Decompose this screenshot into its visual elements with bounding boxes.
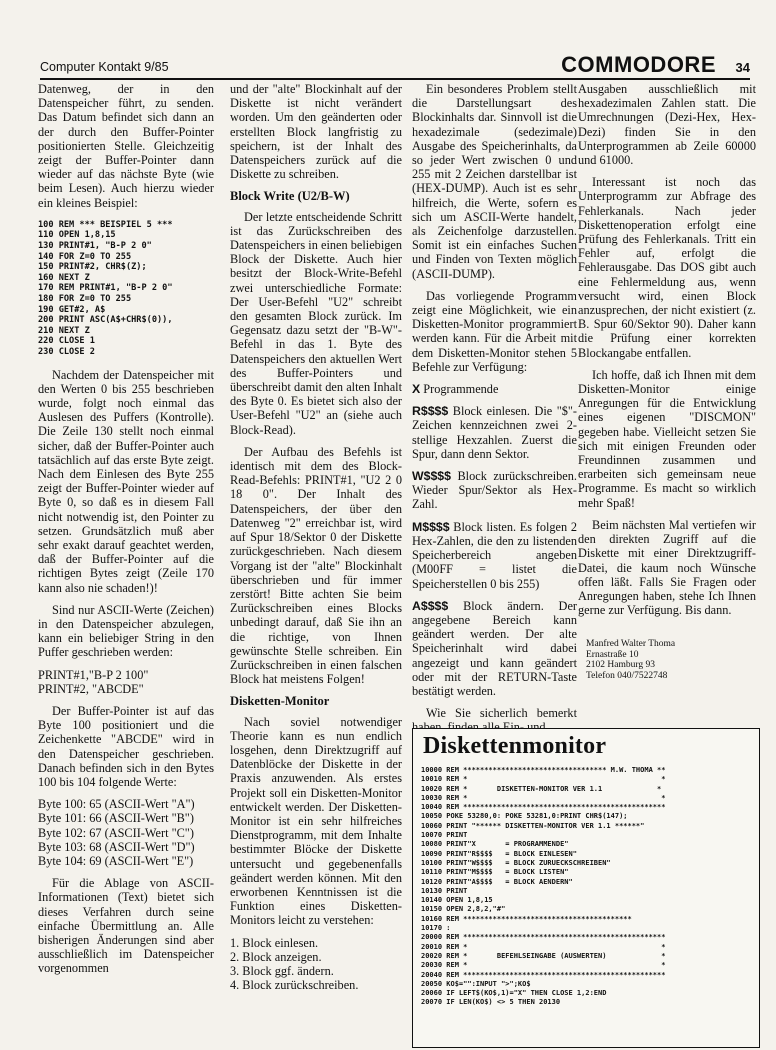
paragraph: Sind nur ASCII-Werte (Zeichen) in den Datenspeicher abzulegen, kann ein beliebiger String in den Puffer geschrieben werden: <box>38 602 214 660</box>
list-item: 4. Block zurückschreiben. <box>230 978 359 993</box>
command-key: X <box>412 382 421 397</box>
column-1 <box>38 82 214 984</box>
paragraph: Der Aufbau des Befehls ist identisch mit dem des Block-Read-Befehls: PRINT#1, "U2 2 0 18 0". Der Inhalt des Datenspeichers, der über den Datenweg "2" erreichbar ist, wird auf Spur 18/Sektor 0 der Diskette zurückgeschrieben. Nach diesem Vorgang ist der "alte" Blockinhalt überschrieben und für immer zerstört! Bitte achten Sie beim Zurückschreiben eines Blocks unbedingt darauf, daß Sie ihn an die richtige, von Ihnen gewünschte Stelle schreiben. Ein Zurückschreiben in einen falschen Block hat meistens Folgen! <box>230 444 402 687</box>
paragraph: Nachdem der Datenspeicher mit den Werten 0 bis 255 beschrieben wurde, folgt noch einmal das Auslesen des Puffers (Kontrolle). Die Zeile 130 stellt noch einmal sicher, daß der Buffer-Pointer auch tatsächlich auf das erste Byte zeigt. Nach dem Einlesen des Byte 255 zeigt der Buffer-Pointer wieder auf Byte 0, so daß es in diesem Fall nicht notwendig ist, den Pointer zu setzen. Grundsätzlich muß aber sehr exakt darauf geachtet werden, daß der Buffer-Pointer auf die richtigen Bytes zeigt (Zeile 170 kann also nie schaden!)! <box>38 367 214 595</box>
section-heading: Block Write (U2/B-W) <box>230 189 350 204</box>
page-header <box>40 52 750 80</box>
page-number: 34 <box>735 60 750 75</box>
command-entry <box>412 520 577 591</box>
command-key: M$$$$ <box>412 519 450 534</box>
magazine-issue: Computer Kontakt 9/85 <box>40 60 169 74</box>
paragraph: Ausgaben ausschließlich mit hexadezimalen Zahlen statt. Die Umrechnungen (Dezi-Hex, Hex-Dezi) finden Sie in den Unterprogrammen ab Zeile 60000 und 61000. <box>578 82 756 168</box>
code-example-5: 100 REM *** BEISPIEL 5 *** 110 OPEN 1,8,15 130 PRINT#1, "B-P 2 0" 140 FOR Z=0 TO 255 150 PRINT#2, CHR$(Z); 160 NEXT Z 170 REM PRINT#1, "B-P 2 0" 180 FOR Z=0 TO 255 190 GET#2, A$ 200 PRINT ASC(A$+CHR$(0)), 210 NEXT Z 220 CLOSE 1 230 CLOSE 2 <box>38 219 173 357</box>
author-street: Ernastraße 10 <box>586 649 639 660</box>
byte-list <box>38 797 214 868</box>
command-key: W$$$$ <box>412 469 451 484</box>
list-item: 3. Block ggf. ändern. <box>230 963 334 978</box>
program-listing: 10000 REM ********************************** M.W. THOMA ** 10010 REM * * 10020 REM * DISKETTEN-MONITOR VER 1.1 * 10030 REM * * 10040 REM ************************************************ 10050 POKE 53280,0: POKE 53281,0:PRINT CHR$(147); 10060 PRINT "****** DISKETTEN-MONITOR VER 1.1 ******" 10070 PRINT 10080 PRINT"X = PROGRAMMENDE" 10090 PRINT"R$$$$ = BLOCK EINLESEN" 10100 PRINT"W$$$$ = BLOCK ZURUECKSCHREIBEN" 10110 PRINT"M$$$$ = BLOCK LISTEN" 10120 PRINT"A$$$$ = BLOCK AENDERN" 10130 PRINT 10140 OPEN 1,8,15 10150 OPEN 2,8,2,"#" 10160 REM **************************************** 10170 : 20000 REM ************************************************ 20010 REM * * 20020 REM * BEFEHLSEINGABE (AUSWERTEN) * 20030 REM * * 20040 REM ************************************************ 20050 KO$="":INPUT ">";KO$ 20060 IF LEFT$(KO$,1)="X" THEN CLOSE 1,2:END 20070 IF LEN(KO$) <> 5 THEN 20130 <box>421 766 666 1007</box>
paragraph: Interessant ist noch das Unterprogramm zur Abfrage des Fehlerkanals. Nach jeder Diskettenoperation erfolgt eine Prüfung des Fehlerkanals. Tritt ein Fehler auf, erfolgt die Fehlerausgabe. Das DOS gibt auch eine Fehlermeldung aus, wenn versucht wird, einen Block anzusprechen, der nicht existiert (z. B. Spur 60/Sektor 90). Daher kann die Prüfung einer korrekten Blockangabe entfallen. <box>578 175 756 360</box>
author-city: 2102 Hamburg 93 <box>586 660 655 671</box>
listing-title: Diskettenmonitor <box>423 733 607 759</box>
command-entry <box>412 599 577 698</box>
section-title: COMMODORE <box>561 52 716 77</box>
author-address <box>578 639 756 681</box>
paragraph: Datenweg, der in den Datenspeicher führt, zu senden. Das Datum befindet sich dann an der durch den Buffer-Pointer positionierten Stelle. Gleichzeitig zeigt der Buffer-Pointer dann wieder auf das nächste Byte (wie beim Lesen). Auch hierzu wieder ein kleines Beispiel: <box>38 82 214 210</box>
command-description: Block ändern. Der angegebene Bereich kann geändert werden. Der alte Speicherinhalt wird dabei angezeigt und kann geändert oder mit der RETURN-Taste bestätigt werden. <box>412 598 577 698</box>
paragraph: Ein besonderes Problem stellt die Darstellungsart des Blockinhalts dar. Sinnvoll ist die hexadezimale (sedezimale) Ausgabe des Speicherinhalts, da so jeder Wert zwischen 0 und 255 mit 2 Zeichen darstellbar ist (HEX-DUMP). Auch ist es sehr hilfreich, die Werte, sofern es sich um ASCII-Werte handelt, als Zeichenfolge darzustellen. Somit ist ein einfaches Suchen und Finden von Texten möglich (ASCII-DUMP). <box>412 82 577 281</box>
print-example-line: PRINT#1,"B-P 2 100" <box>38 667 149 682</box>
column-3 <box>412 82 577 743</box>
paragraph: Das vorliegende Programm zeigt eine Möglichkeit, wie ein Disketten-Monitor programmiert werden kann. Für die Arbeit mit dem Disketten-Monitor stehen 5 Befehle zur Verfügung: <box>412 288 577 374</box>
paragraph: Der Buffer-Pointer ist auf das Byte 100 positioniert und die Zeichenkette "ABCDE" wird in den Datenspeicher geschrieben. Danach befinden sich in den Bytes 100 bis 104 folgende Werte: <box>38 704 214 790</box>
command-description: Programmende <box>423 382 499 397</box>
author-name: Manfred Walter Thoma <box>586 639 676 650</box>
paragraph: Der letzte entscheidende Schritt ist das Zurückschreiben des Datenspeichers in einen beliebigen Block der Diskette. Auch hier besitzt der Block-Write-Befehl zwei unterschiedliche Formate: Der User-Befehl "U2" schreibt den gesamten Block zurück. Im Gegensatz dazu setzt der "B-W"-Befehl in das 1. Byte des Datenspeichers den aktuellen Wert des Buffer-Pointers und überschreibt damit den alten Inhalt des Byte 0. Es bietet sich also der User-Befehl "U2" an (siehe auch Block-Read). <box>230 209 402 437</box>
byte-value-line: Byte 104: 69 (ASCII-Wert "E") <box>38 854 194 869</box>
byte-value-line: Byte 101: 66 (ASCII-Wert "B") <box>38 811 194 826</box>
column-2 <box>230 82 402 992</box>
command-entry <box>412 469 577 512</box>
author-phone: Telefon 040/7522748 <box>586 670 668 681</box>
print-example-line: PRINT#2, "ABCDE" <box>38 681 144 696</box>
paragraph: Beim nächsten Mal vertiefen wir den direkten Zugriff auf die Diskette mit einer Direktzugriff-Datei, die kaum noch Wünsche offen läßt. Falls Sie Fragen oder Anregungen haben, stehe Ich Ihnen gerne zur Verfügung. Bis dann. <box>578 517 756 618</box>
command-description: Block listen. Es folgen 2 Hex-Zahlen, die den zu listenden Speicherbereich angeben (M00FF = listet die Speicherstellen 0 bis 255) <box>412 519 577 591</box>
paragraph: Für die Ablage von ASCII-Informationen (Text) bietet sich dieses Verfahren durch seine einfache Übermittlung an. Alle bisherigen Änderungen sind aber ausschließlich im Datenspeicher vorgenommen <box>38 876 214 976</box>
paragraph: Wie Sie sicherlich bemerkt <box>426 706 577 721</box>
paragraph: Nach soviel notwendiger Theorie kann es nun endlich losgehen, denn Direktzugriff auf Datenblöcke der Diskette in der Praxis anzuwenden. Als erstes Projekt soll ein Disketten-Monitor entwickelt werden. Der Disketten-Monitor ist ein sehr hilfreiches Dienstprogramm, mit dem Inhalte bestimmter Blöcke der Diskette untersucht und gegebenenfalls geändert werden können. Mit den erworbenen Kenntnissen ist die Funktion eines Disketten-Monitors leicht zu verstehen: <box>230 714 402 928</box>
command-key: R$$$$ <box>412 404 449 419</box>
section-heading: Disketten-Monitor <box>230 694 330 709</box>
byte-value-line: Byte 102: 67 (ASCII-Wert "C") <box>38 825 194 840</box>
list-item: 2. Block anzeigen. <box>230 949 322 964</box>
program-listing-box <box>412 728 760 1048</box>
list-item: 1. Block einlesen. <box>230 935 319 950</box>
byte-value-line: Byte 100: 65 (ASCII-Wert "A") <box>38 797 195 812</box>
command-entry <box>412 382 577 396</box>
command-description: Block zurückschreiben. Wieder Spur/Sektor als Hex-Zahl. <box>412 469 577 512</box>
command-key: A$$$$ <box>412 598 449 613</box>
command-description: Block einlesen. Die "$"-Zeichen kennzeichnen zwei 2-stellige Hexzahlen. Zuerst die Spur, dann denn Sektor. <box>412 404 578 461</box>
paragraph: und der "alte" Blockinhalt auf der Diskette ist nicht verändert worden. Um den geänderten oder erstellten Block langfristig zu speichern, ist der Inhalt des Datenspeichers zurück auf die Diskette zu schreiben. <box>230 82 402 182</box>
column-4 <box>578 82 756 681</box>
command-entry <box>412 404 577 461</box>
byte-value-line: Byte 103: 68 (ASCII-Wert "D") <box>38 839 195 854</box>
paragraph: Ich hoffe, daß ich Ihnen mit dem Disketten-Monitor einige Anregungen für die Entwicklung eines eigenen "DISCMON" gegeben habe. Vielleicht setzen Sie sich mit einigen Freunden oder Freundinnen zusammen und erarbeiten sich gemeinsam neue Programme. Es macht so wirklich mehr Spaß! <box>578 367 756 510</box>
